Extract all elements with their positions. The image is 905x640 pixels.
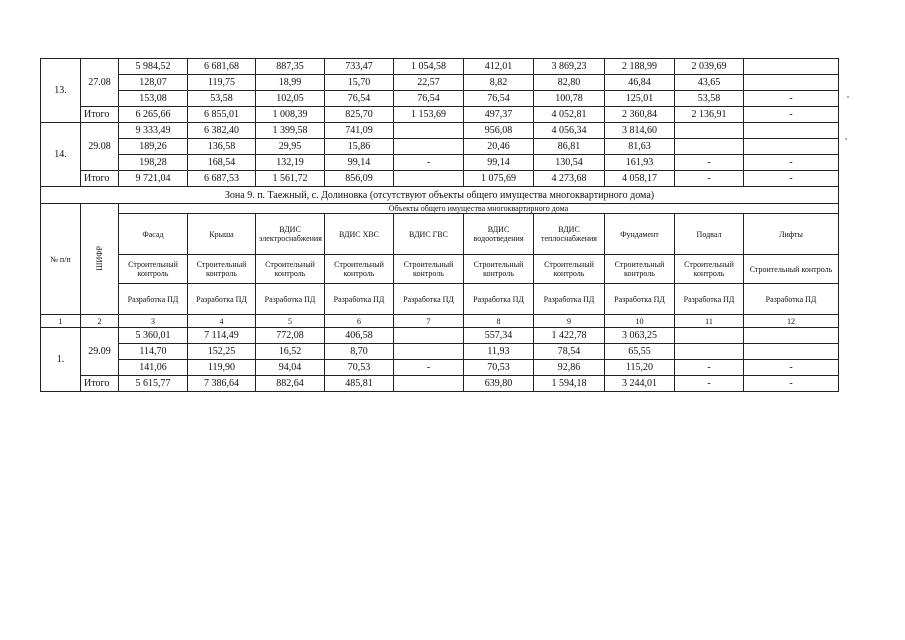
value-cell: 128,07 bbox=[119, 75, 188, 91]
value-cell bbox=[675, 344, 744, 360]
index-row bbox=[41, 315, 839, 328]
header-sub2-row bbox=[41, 284, 839, 315]
value-cell: 102,05 bbox=[256, 91, 325, 107]
total-value: 856,09 bbox=[325, 171, 394, 187]
row-number: 13. bbox=[41, 59, 81, 123]
value-cell: 94,04 bbox=[256, 360, 325, 376]
value-cell: 119,75 bbox=[188, 75, 256, 91]
value-cell: 70,53 bbox=[464, 360, 534, 376]
total-value: 1 594,18 bbox=[534, 376, 605, 392]
sub-header: Строительный контроль bbox=[325, 255, 394, 284]
value-cell: 1 422,78 bbox=[534, 328, 605, 344]
value-cell: 136,58 bbox=[188, 139, 256, 155]
row-date: 27.08 bbox=[81, 59, 119, 107]
total-value: 4 273,68 bbox=[534, 171, 605, 187]
sub-header: Разработка ПД bbox=[394, 284, 464, 315]
value-cell: 11,93 bbox=[464, 344, 534, 360]
total-value: 639,80 bbox=[464, 376, 534, 392]
value-cell bbox=[675, 328, 744, 344]
value-cell: 76,54 bbox=[325, 91, 394, 107]
total-value: 6 265,66 bbox=[119, 107, 188, 123]
sub-header: Строительный контроль bbox=[188, 255, 256, 284]
value-cell: - bbox=[675, 155, 744, 171]
value-cell: - bbox=[744, 360, 839, 376]
total-value: 7 386,64 bbox=[188, 376, 256, 392]
column-index: 1 bbox=[41, 315, 81, 328]
sub-header: Разработка ПД bbox=[605, 284, 675, 315]
value-cell: 6 681,68 bbox=[188, 59, 256, 75]
value-cell: 20,46 bbox=[464, 139, 534, 155]
column-header: ВДИС ХВС bbox=[325, 214, 394, 255]
value-cell: 114,70 bbox=[119, 344, 188, 360]
sub-header: Разработка ПД bbox=[119, 284, 188, 315]
total-value: 2 136,91 bbox=[675, 107, 744, 123]
total-value bbox=[394, 171, 464, 187]
sub-header: Строительный контроль bbox=[744, 255, 839, 284]
value-cell bbox=[394, 344, 464, 360]
value-cell: 189,26 bbox=[119, 139, 188, 155]
value-cell: 86,81 bbox=[534, 139, 605, 155]
value-cell: 5 360,01 bbox=[119, 328, 188, 344]
column-index: 6 bbox=[325, 315, 394, 328]
value-cell bbox=[744, 75, 839, 91]
header-shifr bbox=[81, 204, 119, 315]
value-cell: 53,58 bbox=[675, 91, 744, 107]
value-cell bbox=[744, 139, 839, 155]
value-cell: 78,54 bbox=[534, 344, 605, 360]
table-row bbox=[41, 360, 839, 376]
value-cell: 956,08 bbox=[464, 123, 534, 139]
total-value: 4 052,81 bbox=[534, 107, 605, 123]
column-header: Фасад bbox=[119, 214, 188, 255]
value-cell: 16,52 bbox=[256, 344, 325, 360]
value-cell: 99,14 bbox=[464, 155, 534, 171]
column-index: 10 bbox=[605, 315, 675, 328]
value-cell: 152,25 bbox=[188, 344, 256, 360]
total-value: 497,37 bbox=[464, 107, 534, 123]
scan-speck bbox=[847, 96, 849, 98]
row-date: 29.08 bbox=[81, 123, 119, 171]
value-cell: 100,78 bbox=[534, 91, 605, 107]
table-row bbox=[41, 155, 839, 171]
column-index: 7 bbox=[394, 315, 464, 328]
column-header: ВДИС водоотведения bbox=[464, 214, 534, 255]
zone-title-row bbox=[41, 187, 839, 204]
value-cell: - bbox=[744, 155, 839, 171]
total-label: Итого bbox=[81, 376, 119, 392]
column-header: ВДИС теплоснабжения bbox=[534, 214, 605, 255]
table-row bbox=[41, 59, 839, 75]
total-value: - bbox=[675, 376, 744, 392]
table-row bbox=[41, 328, 839, 344]
value-cell: 125,01 bbox=[605, 91, 675, 107]
value-cell: 9 333,49 bbox=[119, 123, 188, 139]
total-label: Итого bbox=[81, 107, 119, 123]
value-cell bbox=[744, 344, 839, 360]
total-value: 6 687,53 bbox=[188, 171, 256, 187]
value-cell: 4 056,34 bbox=[534, 123, 605, 139]
value-cell: 887,35 bbox=[256, 59, 325, 75]
total-value: 1 008,39 bbox=[256, 107, 325, 123]
column-header: ВДИС ГВС bbox=[394, 214, 464, 255]
value-cell: 115,20 bbox=[605, 360, 675, 376]
value-cell: 412,01 bbox=[464, 59, 534, 75]
value-cell: 81,63 bbox=[605, 139, 675, 155]
value-cell: 1 054,58 bbox=[394, 59, 464, 75]
value-cell: 406,58 bbox=[325, 328, 394, 344]
value-cell: 2 188,99 bbox=[605, 59, 675, 75]
value-cell: 53,58 bbox=[188, 91, 256, 107]
total-label: Итого bbox=[81, 171, 119, 187]
sub-header: Строительный контроль bbox=[464, 255, 534, 284]
value-cell: 3 814,60 bbox=[605, 123, 675, 139]
value-cell: 772,08 bbox=[256, 328, 325, 344]
sub-header: Строительный контроль bbox=[534, 255, 605, 284]
value-cell: 82,80 bbox=[534, 75, 605, 91]
value-cell: - bbox=[675, 360, 744, 376]
column-index: 3 bbox=[119, 315, 188, 328]
value-cell bbox=[394, 123, 464, 139]
total-value: 1 561,72 bbox=[256, 171, 325, 187]
sub-header: Разработка ПД bbox=[256, 284, 325, 315]
sub-header: Разработка ПД bbox=[464, 284, 534, 315]
sub-header: Разработка ПД bbox=[675, 284, 744, 315]
column-header: Крыша bbox=[188, 214, 256, 255]
value-cell: 733,47 bbox=[325, 59, 394, 75]
value-cell: 3 869,23 bbox=[534, 59, 605, 75]
value-cell: 70,53 bbox=[325, 360, 394, 376]
total-row bbox=[41, 107, 839, 123]
value-cell: 8,70 bbox=[325, 344, 394, 360]
value-cell: 92,86 bbox=[534, 360, 605, 376]
value-cell: 119,90 bbox=[188, 360, 256, 376]
value-cell: 5 984,52 bbox=[119, 59, 188, 75]
value-cell: 557,34 bbox=[464, 328, 534, 344]
value-cell: - bbox=[394, 155, 464, 171]
value-cell: 8,82 bbox=[464, 75, 534, 91]
scan-speck bbox=[845, 138, 847, 140]
table-row bbox=[41, 344, 839, 360]
table-row bbox=[41, 75, 839, 91]
header-columns-row bbox=[41, 214, 839, 255]
column-index: 8 bbox=[464, 315, 534, 328]
column-index: 2 bbox=[81, 315, 119, 328]
total-value: 2 360,84 bbox=[605, 107, 675, 123]
sub-header: Строительный контроль bbox=[394, 255, 464, 284]
value-cell: 161,93 bbox=[605, 155, 675, 171]
header-group: Объекты общего имущества многоквартирного дома bbox=[119, 204, 839, 214]
column-index: 12 bbox=[744, 315, 839, 328]
value-cell: 46,84 bbox=[605, 75, 675, 91]
value-cell bbox=[394, 139, 464, 155]
value-cell: 15,70 bbox=[325, 75, 394, 91]
value-cell: 15,86 bbox=[325, 139, 394, 155]
value-cell: 141,06 bbox=[119, 360, 188, 376]
total-row bbox=[41, 171, 839, 187]
value-cell: 22,57 bbox=[394, 75, 464, 91]
value-cell: 130,54 bbox=[534, 155, 605, 171]
column-index: 5 bbox=[256, 315, 325, 328]
total-value: 1 075,69 bbox=[464, 171, 534, 187]
row-date: 29.09 bbox=[81, 328, 119, 376]
sub-header: Разработка ПД bbox=[744, 284, 839, 315]
value-cell: 2 039,69 bbox=[675, 59, 744, 75]
value-cell: 198,28 bbox=[119, 155, 188, 171]
total-value bbox=[394, 376, 464, 392]
value-cell: 6 382,40 bbox=[188, 123, 256, 139]
value-cell: 153,08 bbox=[119, 91, 188, 107]
total-row bbox=[41, 376, 839, 392]
value-cell bbox=[394, 328, 464, 344]
column-header: Фундамент bbox=[605, 214, 675, 255]
header-num: № п/п bbox=[41, 204, 81, 315]
value-cell: 168,54 bbox=[188, 155, 256, 171]
total-value: 9 721,04 bbox=[119, 171, 188, 187]
column-header: Лифты bbox=[744, 214, 839, 255]
total-value: 4 058,17 bbox=[605, 171, 675, 187]
value-cell: 7 114,49 bbox=[188, 328, 256, 344]
row-number: 1. bbox=[41, 328, 81, 392]
sub-header: Разработка ПД bbox=[188, 284, 256, 315]
zone-title: Зона 9. п. Таежный, с. Долиновка (отсутствуют объекты общего имущества многоквартирного дома) bbox=[41, 187, 839, 204]
value-cell bbox=[744, 59, 839, 75]
value-cell bbox=[675, 139, 744, 155]
total-value: 5 615,77 bbox=[119, 376, 188, 392]
sub-header: Разработка ПД bbox=[534, 284, 605, 315]
total-value: 485,81 bbox=[325, 376, 394, 392]
sub-header: Строительный контроль bbox=[675, 255, 744, 284]
total-value: 882,64 bbox=[256, 376, 325, 392]
total-value: 825,70 bbox=[325, 107, 394, 123]
document-sheet bbox=[40, 58, 838, 392]
sub-header: Строительный контроль bbox=[256, 255, 325, 284]
total-value: 3 244,01 bbox=[605, 376, 675, 392]
total-value: - bbox=[744, 107, 839, 123]
column-index: 9 bbox=[534, 315, 605, 328]
total-value: - bbox=[675, 171, 744, 187]
estimate-table bbox=[40, 58, 839, 392]
total-value: - bbox=[744, 376, 839, 392]
value-cell: 741,09 bbox=[325, 123, 394, 139]
value-cell: 1 399,58 bbox=[256, 123, 325, 139]
total-value: 1 153,69 bbox=[394, 107, 464, 123]
value-cell: 99,14 bbox=[325, 155, 394, 171]
value-cell: 29,95 bbox=[256, 139, 325, 155]
row-number: 14. bbox=[41, 123, 81, 187]
value-cell bbox=[744, 328, 839, 344]
table-row bbox=[41, 91, 839, 107]
header-shifr-label: ШИФР bbox=[95, 245, 104, 271]
total-value: 6 855,01 bbox=[188, 107, 256, 123]
value-cell: 132,19 bbox=[256, 155, 325, 171]
value-cell: 18,99 bbox=[256, 75, 325, 91]
column-index: 4 bbox=[188, 315, 256, 328]
sub-header: Строительный контроль bbox=[119, 255, 188, 284]
table-row bbox=[41, 123, 839, 139]
value-cell: 76,54 bbox=[394, 91, 464, 107]
total-value: - bbox=[744, 171, 839, 187]
table-row bbox=[41, 139, 839, 155]
sub-header: Разработка ПД bbox=[325, 284, 394, 315]
value-cell: - bbox=[744, 91, 839, 107]
value-cell: 65,55 bbox=[605, 344, 675, 360]
value-cell: 76,54 bbox=[464, 91, 534, 107]
value-cell: - bbox=[394, 360, 464, 376]
column-index: 11 bbox=[675, 315, 744, 328]
value-cell bbox=[675, 123, 744, 139]
header-sub1-row bbox=[41, 255, 839, 284]
column-header: Подвал bbox=[675, 214, 744, 255]
value-cell bbox=[744, 123, 839, 139]
value-cell: 43,65 bbox=[675, 75, 744, 91]
header-group-row bbox=[41, 204, 839, 214]
sub-header: Строительный контроль bbox=[605, 255, 675, 284]
value-cell: 3 063,25 bbox=[605, 328, 675, 344]
column-header: ВДИС электроснабжения bbox=[256, 214, 325, 255]
